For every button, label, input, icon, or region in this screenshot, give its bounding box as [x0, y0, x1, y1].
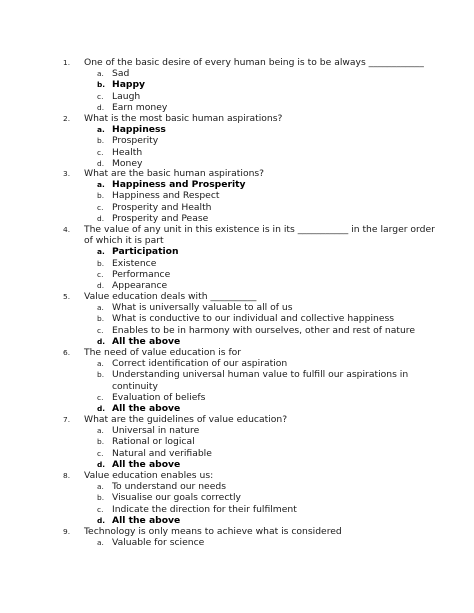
question-text: What are the basic human aspirations? — [84, 168, 265, 179]
option-text: Laugh — [112, 90, 141, 102]
question-number: 3. — [63, 169, 71, 178]
question-text: Value education enables us: — [84, 470, 214, 481]
option-letter: b. — [97, 191, 105, 201]
option-a — [0, 537, 474, 548]
question-stem — [0, 224, 474, 235]
option-text: Appearance — [112, 279, 168, 291]
question-1 — [0, 57, 474, 113]
option-text: Prosperity and Health — [112, 201, 212, 213]
option-text-answer: All the above — [112, 514, 181, 526]
question-text: One of the basic desire of every human being is to be always ____________ — [84, 57, 424, 68]
option-letter: b. — [97, 258, 105, 268]
option-text-answer: All the above — [112, 402, 181, 414]
option-text: Understanding universal human value to fulfill our aspirations in — [112, 369, 409, 381]
option-text-answer: All the above — [112, 335, 181, 347]
option-text: Earn money — [112, 101, 168, 113]
option-letter: b. — [97, 370, 105, 380]
option-d — [0, 102, 474, 113]
option-letter: c. — [97, 147, 104, 157]
option-b — [0, 135, 474, 146]
option-b — [0, 190, 474, 201]
option-text: Prosperity and Pease — [112, 212, 209, 224]
question-number: 9. — [63, 527, 71, 536]
question-number: 8. — [63, 471, 71, 480]
option-b — [0, 492, 474, 503]
question-stem — [0, 414, 474, 425]
option-a — [0, 481, 474, 492]
option-text: Correct identification of our aspiration — [112, 358, 288, 370]
option-letter: c. — [97, 202, 104, 212]
option-c — [0, 269, 474, 280]
option-letter: a. — [97, 303, 104, 313]
question-2 — [0, 113, 474, 169]
option-text: To understand our needs — [112, 481, 226, 493]
option-d — [0, 213, 474, 224]
question-text: What is the most basic human aspirations? — [84, 113, 283, 124]
question-number: 2. — [63, 114, 71, 123]
option-text: Natural and verifiable — [112, 447, 212, 459]
option-text: Universal in nature — [112, 425, 200, 437]
option-text: Indicate the direction for their fulfilment — [112, 503, 297, 515]
question-stem — [0, 291, 474, 302]
option-d — [0, 403, 474, 414]
option-c — [0, 392, 474, 403]
option-a — [0, 425, 474, 436]
option-text: Existence — [112, 257, 157, 269]
option-text: Prosperity — [112, 135, 159, 147]
option-letter: a. — [97, 538, 104, 548]
option-letter: c. — [97, 504, 104, 514]
option-d — [0, 515, 474, 526]
option-c — [0, 91, 474, 102]
option-letter: d. — [97, 403, 106, 413]
question-text: The value of any unit in this existence is in its ___________ in the larger order — [84, 224, 435, 235]
option-d — [0, 459, 474, 470]
question-number: 1. — [63, 58, 71, 67]
question-7 — [0, 414, 474, 470]
question-text: What are the guidelines of value education? — [84, 414, 288, 425]
question-number: 5. — [63, 292, 71, 301]
option-text: What is universally valuable to all of us — [112, 302, 293, 314]
question-stem — [0, 470, 474, 481]
option-letter: a. — [97, 247, 105, 257]
option-text-answer: Happiness and Prosperity — [112, 179, 246, 191]
question-5 — [0, 291, 474, 347]
option-c — [0, 325, 474, 336]
option-a — [0, 179, 474, 190]
option-letter: d. — [97, 280, 105, 290]
option-text: Evaluation of beliefs — [112, 391, 206, 403]
question-number: 6. — [63, 348, 71, 357]
option-b — [0, 258, 474, 269]
option-letter: b. — [97, 80, 106, 90]
question-stem — [0, 113, 474, 124]
option-letter: b. — [97, 314, 105, 324]
option-letter: c. — [97, 269, 104, 279]
question-text: The need of value education is for — [84, 347, 242, 358]
option-c — [0, 147, 474, 158]
question-3 — [0, 168, 474, 224]
question-text: Value education deals with __________ — [84, 291, 257, 302]
question-stem — [0, 347, 474, 358]
option-text: Happiness and Respect — [112, 190, 220, 202]
option-text: What is conductive to our individual and collective happiness — [112, 313, 395, 325]
question-stem — [0, 57, 474, 68]
option-a — [0, 124, 474, 135]
option-text-answer: Participation — [112, 246, 179, 258]
question-stem — [0, 526, 474, 537]
option-b — [0, 369, 474, 380]
option-b — [0, 79, 474, 90]
option-letter: b. — [97, 437, 105, 447]
option-letter: c. — [97, 91, 104, 101]
option-a — [0, 246, 474, 257]
option-text-answer: Happy — [112, 79, 146, 91]
option-letter: d. — [97, 515, 106, 525]
option-text: Enables to be in harmony with ourselves, other and rest of nature — [112, 324, 416, 336]
option-text: Valuable for science — [112, 537, 205, 549]
option-a — [0, 302, 474, 313]
option-a — [0, 68, 474, 79]
option-letter: b. — [97, 136, 105, 146]
option-c — [0, 448, 474, 459]
option-text: Health — [112, 146, 143, 158]
option-letter: a. — [97, 69, 104, 79]
option-letter: b. — [97, 493, 105, 503]
option-text: Sad — [112, 68, 130, 80]
option-c — [0, 504, 474, 515]
question-6 — [0, 347, 474, 414]
option-b — [0, 313, 474, 324]
option-c — [0, 202, 474, 213]
option-letter: d. — [97, 459, 106, 469]
question-number: 7. — [63, 415, 71, 424]
question-4 — [0, 224, 474, 291]
option-text: Rational or logical — [112, 436, 195, 448]
option-letter: a. — [97, 426, 104, 436]
option-a — [0, 358, 474, 369]
option-b — [0, 436, 474, 447]
option-letter: d. — [97, 336, 106, 346]
question-9 — [0, 526, 474, 548]
option-text: Money — [112, 157, 143, 169]
question-8 — [0, 470, 474, 526]
option-letter: d. — [97, 158, 105, 168]
option-letter: c. — [97, 325, 104, 335]
option-letter: a. — [97, 359, 104, 369]
option-letter: a. — [97, 125, 105, 135]
option-text-continued: continuity — [112, 380, 158, 392]
question-text: Technology is only means to achieve what is considered — [84, 526, 342, 537]
option-letter: a. — [97, 482, 104, 492]
option-letter: d. — [97, 102, 105, 112]
option-letter: c. — [97, 392, 104, 402]
option-letter: d. — [97, 213, 105, 223]
option-text-answer: All the above — [112, 458, 181, 470]
question-stem — [0, 168, 474, 179]
question-number: 4. — [63, 225, 71, 234]
option-letter: c. — [97, 448, 104, 458]
option-text: Performance — [112, 268, 171, 280]
option-text: Visualise our goals correctly — [112, 492, 241, 504]
option-text-answer: Happiness — [112, 124, 166, 136]
option-d — [0, 336, 474, 347]
option-letter: a. — [97, 180, 105, 190]
question-text-continued: of which it is part — [84, 235, 164, 247]
option-d — [0, 280, 474, 291]
